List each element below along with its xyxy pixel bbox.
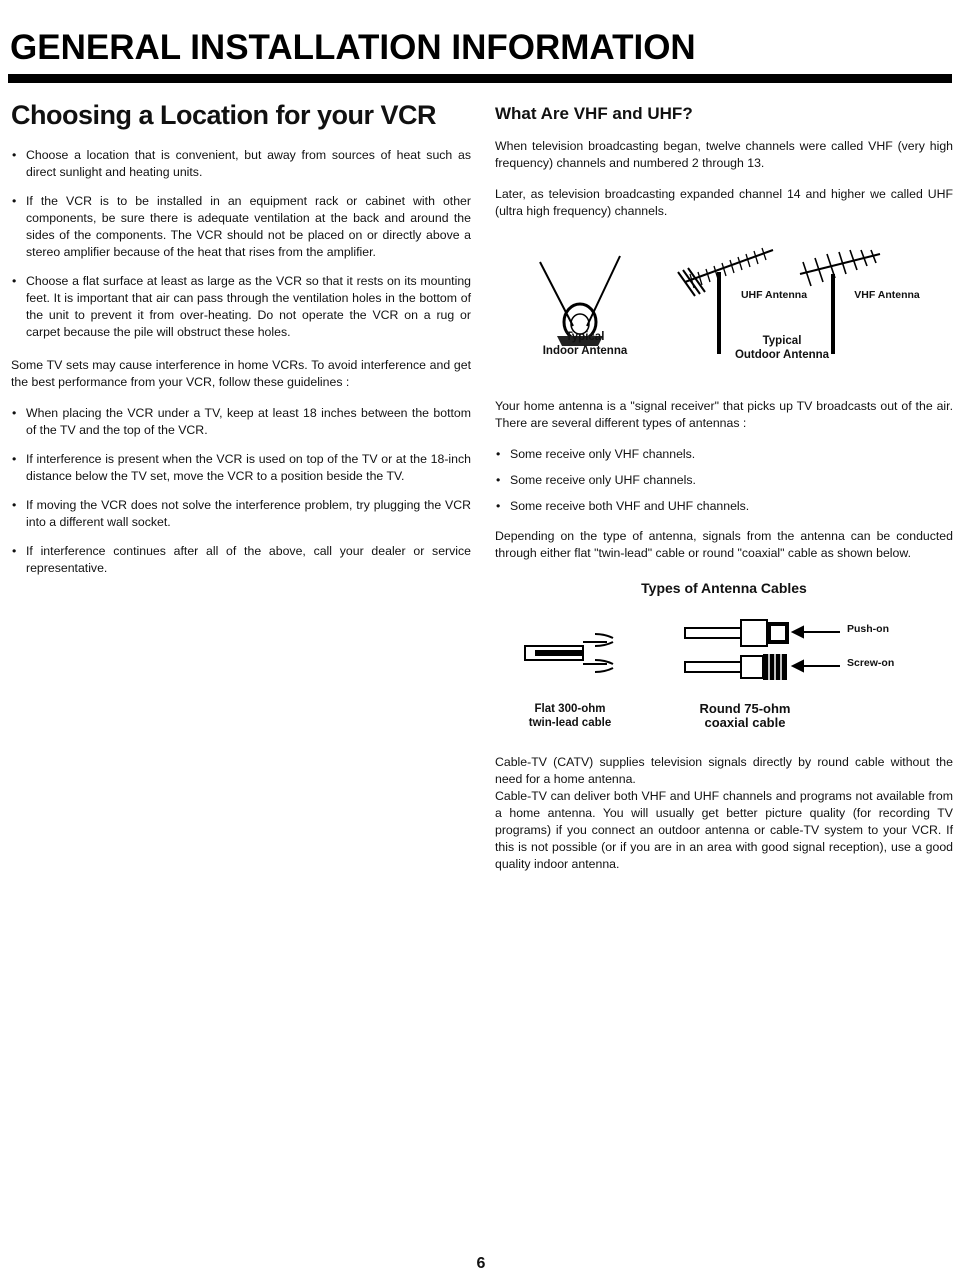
- antenna-type-bullets: [495, 446, 953, 515]
- cables-title: Types of Antenna Cables: [641, 580, 807, 596]
- list-item: • If moving the VCR does not solve the interference problem, try plugging the VCR into a different wall socket.: [11, 497, 471, 531]
- list-item: • If interference is present when the VCR is used on top of the TV or at the 18-inch distance below the TV set, move the VCR to a position beside the TV.: [11, 451, 471, 485]
- arrow-icon: [793, 627, 840, 671]
- antenna-paragraph: Your home antenna is a "signal receiver" that picks up TV broadcasts out of the air. There are several different types of antennas :: [495, 399, 953, 430]
- location-bullets: [11, 147, 471, 341]
- screw-on-connector-icon: [685, 654, 787, 680]
- list-item: • Some receive only VHF channels.: [495, 446, 953, 463]
- list-item: • If interference continues after all of the above, call your dealer or service representative.: [11, 543, 471, 577]
- catv-paragraph-1: Cable-TV (CATV) supplies television signals directly by round cable without the need for a home antenna.: [495, 755, 953, 786]
- list-item: • Some receive only UHF channels.: [495, 472, 953, 489]
- left-column: [11, 100, 471, 589]
- uhf-paragraph: Later, as television broadcasting expanded channel 14 and higher we called UHF (ultra high frequency) channels.: [495, 187, 953, 218]
- list-item: • Choose a flat surface at least as large as the VCR so that it rests on its mounting feet. It is important that air can pass through the ventilation holes in the bottom of the unit to prevent it from over-heating. Do not operate the VCR on a rug or carpet because the pile will obstruct these holes.: [11, 273, 471, 341]
- screw-on-label: Screw-on: [847, 657, 895, 669]
- interference-intro: Some TV sets may cause interference in home VCRs. To avoid interference and get the best performance from your VCR, follow these guidelines :: [11, 358, 471, 389]
- list-item: • When placing the VCR under a TV, keep at least 18 inches between the bottom of the TV and the top of the VCR.: [11, 405, 471, 439]
- list-item: • Some receive both VHF and UHF channels.: [495, 498, 953, 515]
- coaxial-label: Round 75-ohm coaxial cable: [699, 701, 791, 730]
- list-item: • If the VCR is to be installed in an equipment rack or cabinet with other components, be sure there is adequate ventilation at the back and around the sides of the components. The VCR should not be placed on or directly above a stereo amplifier because of the heat that rises from the amplifier.: [11, 193, 471, 261]
- vhf-uhf-heading: What Are VHF and UHF?: [495, 104, 693, 123]
- vhf-antenna-label: VHF Antenna: [854, 289, 920, 301]
- cable-figure: [495, 604, 953, 754]
- cable-paragraph: Depending on the type of antenna, signals from the antenna can be conducted through either flat "twin-lead" cable or round "coaxial" cable as shown below.: [495, 529, 953, 560]
- push-on-connector-icon: [685, 620, 789, 646]
- location-heading: Choosing a Location for your VCR: [11, 100, 437, 130]
- twin-lead-label: Flat 300-ohm twin-lead cable: [528, 703, 612, 729]
- catv-paragraph-2: Cable-TV can deliver both VHF and UHF channels and programs not available from a home antenna. You will usually get better picture quality (for recording TV programs) if you connect an outdoor antenna or cable-TV system to your VCR. If this is not possible (or if you are in an area with good signal reception), use a good quality indoor antenna.: [495, 789, 953, 871]
- page-number: 6: [476, 1255, 486, 1272]
- outdoor-antenna-label: Typical Outdoor Antenna: [734, 335, 830, 361]
- header-rule: [8, 74, 952, 83]
- interference-bullets: [11, 405, 471, 577]
- push-on-label: Push-on: [847, 623, 889, 635]
- antenna-figure: [495, 234, 953, 384]
- right-column: [495, 100, 953, 873]
- list-item: • Choose a location that is convenient, but away from sources of heat such as direct sunlight and heating units.: [11, 147, 471, 181]
- vhf-paragraph: When television broadcasting began, twelve channels were called VHF (very high frequency) channels and numbered 2 through 13.: [495, 139, 953, 170]
- page-header-title: GENERAL INSTALLATION INFORMATION: [10, 28, 696, 67]
- indoor-antenna-label: Typical Indoor Antenna: [542, 331, 628, 357]
- uhf-antenna-label: UHF Antenna: [740, 289, 808, 301]
- twin-lead-cable-icon: [525, 634, 613, 672]
